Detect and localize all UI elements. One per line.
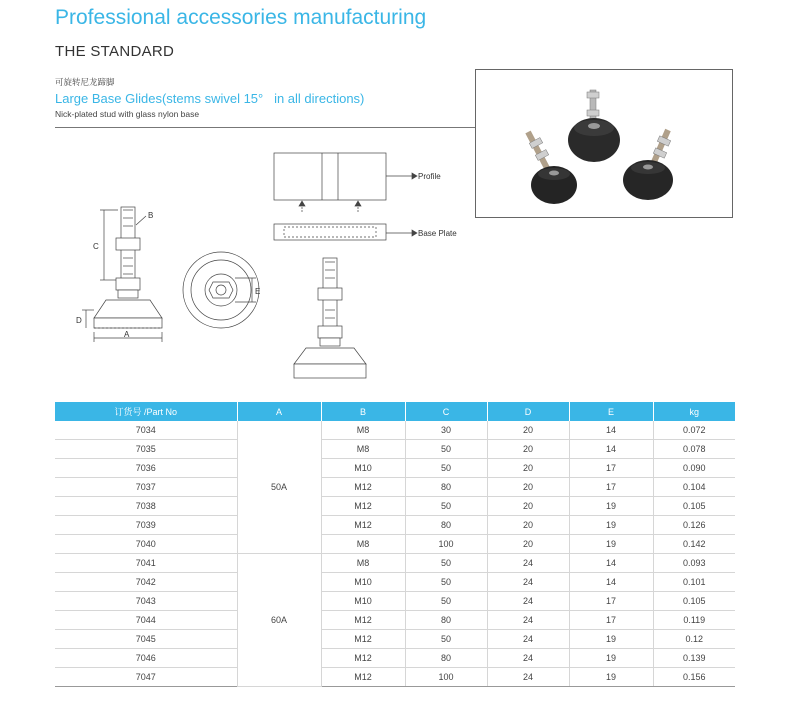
table-row [55, 668, 735, 687]
dim-label-a: A [124, 330, 130, 339]
table-cell: 80 [405, 649, 487, 668]
table-cell: 19 [569, 516, 653, 535]
table-cell: 50 [405, 459, 487, 478]
table-row [55, 516, 735, 535]
table-cell: 17 [569, 592, 653, 611]
dim-label-c: C [93, 242, 99, 251]
top-view-drawing [183, 252, 259, 328]
table-header-cell: kg [653, 402, 735, 421]
part-no-cell: 7043 [55, 592, 237, 611]
table-cell: M8 [321, 554, 405, 573]
table-cell: 80 [405, 611, 487, 630]
table-row [55, 611, 735, 630]
table-header-cell: E [569, 402, 653, 421]
table-cell: 19 [569, 649, 653, 668]
part-no-cell: 7046 [55, 649, 237, 668]
table-cell: M12 [321, 668, 405, 687]
dim-label-b: B [148, 211, 154, 220]
table-cell: 19 [569, 630, 653, 649]
table-cell: 0.090 [653, 459, 735, 478]
table-cell: M8 [321, 440, 405, 459]
table-row [55, 421, 735, 440]
table-cell: 0.156 [653, 668, 735, 687]
dim-label-e: E [255, 287, 261, 296]
table-cell: M12 [321, 516, 405, 535]
table-cell: 19 [569, 497, 653, 516]
table-row [55, 592, 735, 611]
table-header-cell: D [487, 402, 569, 421]
part-no-cell: 7047 [55, 668, 237, 687]
table-cell: 0.105 [653, 592, 735, 611]
spec-table [55, 402, 735, 687]
table-header-row [55, 402, 735, 421]
table-cell: 20 [487, 478, 569, 497]
part-no-cell: 7045 [55, 630, 237, 649]
part-no-cell: 7040 [55, 535, 237, 554]
technical-drawing [60, 140, 480, 390]
table-cell: 0.078 [653, 440, 735, 459]
table-cell: 24 [487, 649, 569, 668]
table-header-cell: C [405, 402, 487, 421]
side-view-drawing [82, 207, 162, 342]
table-cell: 14 [569, 554, 653, 573]
product-name-en: Large Base Glides(stems swivel 15° in all directions) [55, 91, 365, 106]
table-cell: M8 [321, 535, 405, 554]
table-cell: M12 [321, 611, 405, 630]
table-header-cell: A [237, 402, 321, 421]
glide-photo-right [623, 130, 673, 200]
table-cell: 19 [569, 668, 653, 687]
table-row [55, 535, 735, 554]
table-row [55, 440, 735, 459]
glide-photo-back [568, 90, 620, 162]
table-cell: 100 [405, 535, 487, 554]
part-no-cell: 7038 [55, 497, 237, 516]
table-cell: M8 [321, 421, 405, 440]
table-row [55, 649, 735, 668]
table-cell: 0.119 [653, 611, 735, 630]
table-cell: 0.142 [653, 535, 735, 554]
part-no-cell: 7041 [55, 554, 237, 573]
table-cell: 24 [487, 573, 569, 592]
table-cell: 20 [487, 497, 569, 516]
section-heading: THE STANDARD [55, 43, 175, 60]
part-no-cell: 7044 [55, 611, 237, 630]
part-no-cell: 7042 [55, 573, 237, 592]
table-cell: 17 [569, 459, 653, 478]
table-cell: 19 [569, 535, 653, 554]
table-cell: 0.101 [653, 573, 735, 592]
table-cell: 0.126 [653, 516, 735, 535]
table-cell: M10 [321, 573, 405, 592]
page-title: Professional accessories manufacturing [55, 6, 427, 29]
table-cell: M12 [321, 649, 405, 668]
table-cell: 50 [405, 630, 487, 649]
part-no-cell: 7036 [55, 459, 237, 478]
product-photo [475, 69, 733, 218]
table-header-cell: B [321, 402, 405, 421]
part-no-cell: 7037 [55, 478, 237, 497]
table-cell: 20 [487, 459, 569, 478]
label-base-plate: Base Plate [418, 229, 457, 238]
table-cell: 14 [569, 440, 653, 459]
table-cell: 0.12 [653, 630, 735, 649]
table-cell: M10 [321, 459, 405, 478]
part-no-cell: 7034 [55, 421, 237, 440]
table-row [55, 478, 735, 497]
table-cell: 80 [405, 478, 487, 497]
product-name-cn: 可旋转尼龙蹄脚 [55, 77, 115, 87]
table-cell: 80 [405, 516, 487, 535]
table-cell: 0.072 [653, 421, 735, 440]
table-cell: 100 [405, 668, 487, 687]
dim-label-d: D [76, 316, 82, 325]
table-header-cell: 订货号 /Part No [55, 402, 237, 421]
part-no-cell: 7039 [55, 516, 237, 535]
assembled-view-drawing [294, 258, 366, 378]
table-cell: 50 [405, 554, 487, 573]
table-cell: 14 [569, 573, 653, 592]
table-cell: M12 [321, 497, 405, 516]
table-cell: 24 [487, 668, 569, 687]
table-row [55, 573, 735, 592]
part-no-cell: 7035 [55, 440, 237, 459]
table-cell: 17 [569, 611, 653, 630]
table-cell: 24 [487, 611, 569, 630]
label-profile: Profile [418, 172, 441, 181]
profile-base-plate-drawing [274, 153, 417, 240]
table-cell: 50 [405, 440, 487, 459]
table-cell: 20 [487, 440, 569, 459]
table-cell: 0.104 [653, 478, 735, 497]
table-cell: 30 [405, 421, 487, 440]
table-cell: 0.139 [653, 649, 735, 668]
table-cell: 20 [487, 535, 569, 554]
table-cell: M12 [321, 630, 405, 649]
table-cell: 14 [569, 421, 653, 440]
table-row [55, 554, 735, 573]
table-row [55, 459, 735, 478]
table-cell: 24 [487, 554, 569, 573]
product-description: Nick-plated stud with glass nylon base [55, 109, 200, 119]
a-size-cell: 60A [237, 554, 321, 687]
table-cell: 24 [487, 592, 569, 611]
table-row [55, 497, 735, 516]
table-row [55, 630, 735, 649]
table-cell: 20 [487, 421, 569, 440]
table-cell: M12 [321, 478, 405, 497]
table-cell: 50 [405, 592, 487, 611]
a-size-cell: 50A [237, 421, 321, 554]
table-cell: 50 [405, 497, 487, 516]
table-cell: 0.093 [653, 554, 735, 573]
table-cell: 17 [569, 478, 653, 497]
table-cell: M10 [321, 592, 405, 611]
table-cell: 50 [405, 573, 487, 592]
divider [55, 127, 475, 128]
table-cell: 0.105 [653, 497, 735, 516]
table-cell: 20 [487, 516, 569, 535]
table-cell: 24 [487, 630, 569, 649]
